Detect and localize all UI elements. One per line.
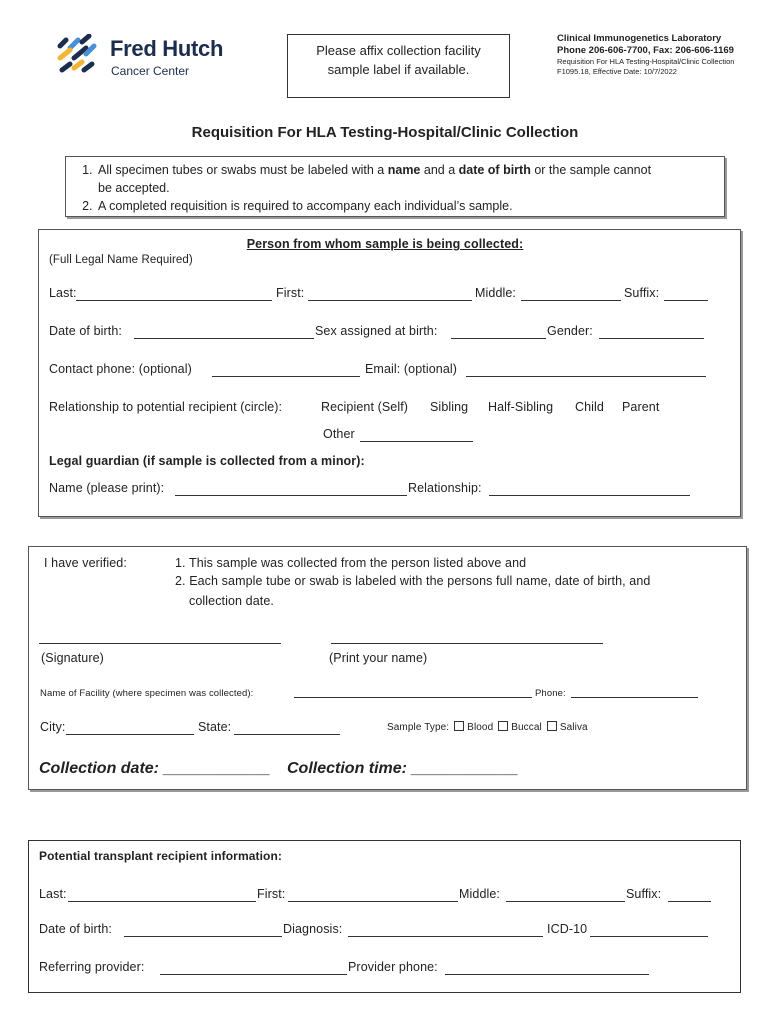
recipient-last-field[interactable] [68, 889, 256, 902]
verified-label: I have verified: [44, 556, 127, 570]
donor-middle-label: Middle: [475, 286, 516, 300]
recipient-suffix-label: Suffix: [626, 887, 662, 901]
provider-phone-label: Provider phone: [348, 960, 438, 974]
recipient-first-field[interactable] [288, 889, 458, 902]
diagnosis-field[interactable] [348, 924, 543, 937]
recipient-dob-label: Date of birth: [39, 922, 112, 936]
buccal-label: Buccal [511, 722, 542, 733]
verified-item-2: 2. Each sample tube or swab is labeled with the persons full name, date of birth, and [175, 574, 651, 588]
saliva-label: Saliva [559, 722, 588, 733]
donor-suffix-label: Suffix: [624, 286, 660, 300]
donor-gender-field[interactable] [599, 326, 704, 339]
recipient-middle-label: Middle: [459, 887, 500, 901]
recipient-first-label: First: [257, 887, 286, 901]
guardian-relationship-label: Relationship: [408, 481, 482, 495]
icd-label: ICD-10 [547, 922, 588, 936]
donor-dob-field[interactable] [134, 326, 314, 339]
relationship-option-sibling[interactable]: Sibling [430, 400, 469, 414]
verified-item-1: 1. This sample was collected from the person listed above and [175, 556, 527, 570]
page-title: Requisition For HLA Testing-Hospital/Clinic Collection [191, 124, 579, 141]
buccal-checkbox[interactable] [498, 721, 508, 731]
blood-label: Blood [467, 722, 494, 733]
recipient-heading: Potential transplant recipient information: [39, 849, 282, 863]
state-field[interactable] [234, 722, 340, 735]
collection-time-field[interactable]: Collection time: ____________ [287, 760, 519, 777]
label-box-line-1: Please affix collection facility [316, 43, 481, 58]
referring-provider-label: Referring provider: [39, 960, 145, 974]
donor-suffix-field[interactable] [664, 288, 708, 301]
city-label: City: [40, 720, 66, 734]
logo-name: Fred Hutch [110, 36, 224, 61]
relationship-option-half-sibling[interactable]: Half-Sibling [488, 400, 554, 414]
fred-hutch-logo [56, 34, 236, 82]
relationship-option-parent[interactable]: Parent [622, 400, 660, 414]
rule-2: 2. A completed requisition is required to accompany each individual’s sample. [96, 197, 714, 215]
donor-gender-label: Gender: [547, 324, 593, 338]
sample-type-group [387, 721, 588, 733]
legal-name-note: (Full Legal Name Required) [49, 254, 193, 266]
donor-first-label: First: [276, 286, 305, 300]
signature-field[interactable] [39, 643, 281, 644]
saliva-checkbox[interactable] [547, 721, 557, 731]
collection-date-field[interactable]: Collection date: ____________ [39, 760, 271, 777]
donor-heading: Person from whom sample is being collected: [246, 237, 524, 251]
recipient-middle-field[interactable] [506, 889, 625, 902]
icd-field[interactable] [590, 924, 708, 937]
signature-label: (Signature) [41, 651, 104, 665]
guardian-relationship-field[interactable] [489, 483, 690, 496]
relationship-option-other[interactable]: Other [323, 427, 355, 441]
lab-phone: Phone 206-606-7700, Fax: 206-606-1169 [557, 45, 734, 56]
logo-subtitle: Cancer Center [111, 64, 190, 78]
city-field[interactable] [66, 722, 194, 735]
lab-name: Clinical Immunogenetics Laboratory [557, 33, 722, 44]
label-box-line-2: sample label if available. [327, 62, 470, 77]
verified-item-2-cont: collection date. [189, 594, 274, 608]
rule-1: 1. All specimen tubes or swabs must be labeled with a name and a date of birth or the sample cannot be accepted. [96, 161, 714, 197]
sample-type-label: Sample Type: [387, 722, 450, 733]
donor-last-label: Last: [49, 286, 77, 300]
relationship-option-self[interactable]: Recipient (Self) [321, 400, 409, 414]
relationship-label: Relationship to potential recipient (circle): [49, 400, 283, 414]
donor-last-field[interactable] [76, 288, 272, 301]
donor-sex-field[interactable] [451, 326, 546, 339]
blood-checkbox[interactable] [454, 721, 464, 731]
state-label: State: [198, 720, 232, 734]
donor-dob-label: Date of birth: [49, 324, 122, 338]
referring-provider-field[interactable] [160, 962, 347, 975]
print-name-label: (Print your name) [329, 651, 428, 665]
guardian-name-field[interactable] [175, 483, 407, 496]
recipient-last-label: Last: [39, 887, 67, 901]
facility-field[interactable] [294, 688, 532, 698]
recipient-dob-field[interactable] [124, 924, 282, 937]
facility-phone-label: Phone: [535, 688, 566, 699]
form-code: F1095.18, Effective Date: 10/7/2022 [557, 67, 677, 76]
donor-middle-field[interactable] [521, 288, 621, 301]
facility-phone-field[interactable] [571, 688, 698, 698]
logo-mark-icon [56, 34, 104, 78]
donor-email-field[interactable] [466, 364, 706, 377]
guardian-heading: Legal guardian (if sample is collected from a minor): [49, 454, 365, 468]
facility-label-box [287, 34, 510, 98]
provider-phone-field[interactable] [445, 962, 649, 975]
lab-info [557, 33, 757, 77]
relationship-option-child[interactable]: Child [575, 400, 604, 414]
recipient-suffix-field[interactable] [668, 889, 711, 902]
donor-sex-label: Sex assigned at birth: [315, 324, 438, 338]
form-name: Requisition For HLA Testing-Hospital/Clinic Collection [557, 57, 735, 66]
donor-first-field[interactable] [308, 288, 472, 301]
guardian-name-label: Name (please print): [49, 481, 165, 495]
donor-phone-field[interactable] [212, 364, 360, 377]
print-name-field[interactable] [331, 643, 603, 644]
relationship-other-field[interactable] [360, 429, 473, 442]
facility-label: Name of Facility (where specimen was collected): [40, 688, 254, 699]
diagnosis-label: Diagnosis: [283, 922, 343, 936]
donor-phone-label: Contact phone: (optional) [49, 362, 192, 376]
donor-email-label: Email: (optional) [365, 362, 458, 376]
rules-box [65, 156, 725, 217]
